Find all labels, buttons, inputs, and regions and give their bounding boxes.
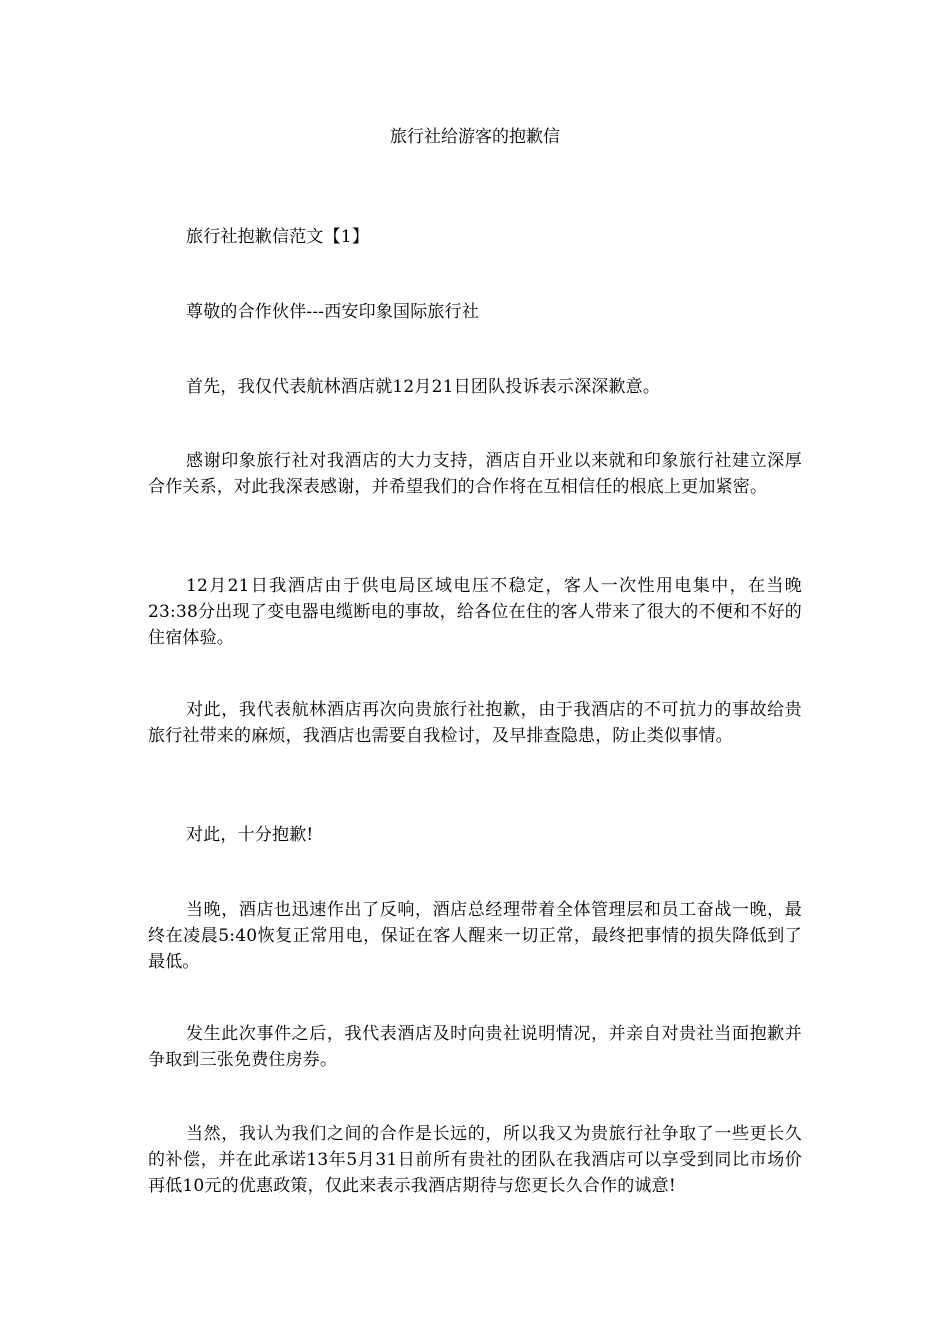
- paragraph: 发生此次事件之后，我代表酒店及时向贵社说明情况，并亲自对贵社当面抱歉并争取到三张免费住房券。: [148, 1024, 802, 1070]
- paragraph: 首先，我仅代表航林酒店就12月21日团队投诉表示深深歉意。: [186, 377, 661, 397]
- document-page: [148, 0, 802, 1344]
- section-heading: 旅行社抱歉信范文【1】: [186, 227, 370, 247]
- paragraph: 对此，十分抱歉!: [186, 825, 314, 845]
- paragraph: 当晚，酒店也迅速作出了反响，酒店总经理带着全体管理层和员工奋战一晚，最终在凌晨5:40恢复正常用电，保证在客人醒来一切正常，最终把事情的损失降低到了最低。: [148, 900, 802, 972]
- salutation: 尊敬的合作伙伴---西安印象国际旅行社: [186, 302, 480, 322]
- paragraph: 感谢印象旅行社对我酒店的大力支持，酒店自开业以来就和印象旅行社建立深厚合作关系，对此我深表感谢，并希望我们的合作将在互相信任的根底上更加紧密。: [148, 451, 802, 497]
- paragraph: 对此，我代表航林酒店再次向贵旅行社抱歉，由于我酒店的不可抗力的事故给贵旅行社带来的麻烦，我酒店也需要自我检讨，及早排查隐患，防止类似事情。: [148, 700, 802, 746]
- paragraph: 当然，我认为我们之间的合作是长远的，所以我又为贵旅行社争取了一些更长久的补偿，并在此承诺13年5月31日前所有贵社的团队在我酒店可以享受到同比市场价再低10元的优惠政策，仅此来表示我酒店期待与您更长久合作的诚意!: [148, 1124, 802, 1196]
- page-title: 旅行社给游客的抱歉信: [390, 127, 560, 147]
- paragraph: 12月21日我酒店由于供电局区域电压不稳定，客人一次性用电集中，在当晚23:38分出现了变电器电缆断电的事故，给各位在住的客人带来了很大的不便和不好的住宿体验。: [148, 576, 802, 648]
